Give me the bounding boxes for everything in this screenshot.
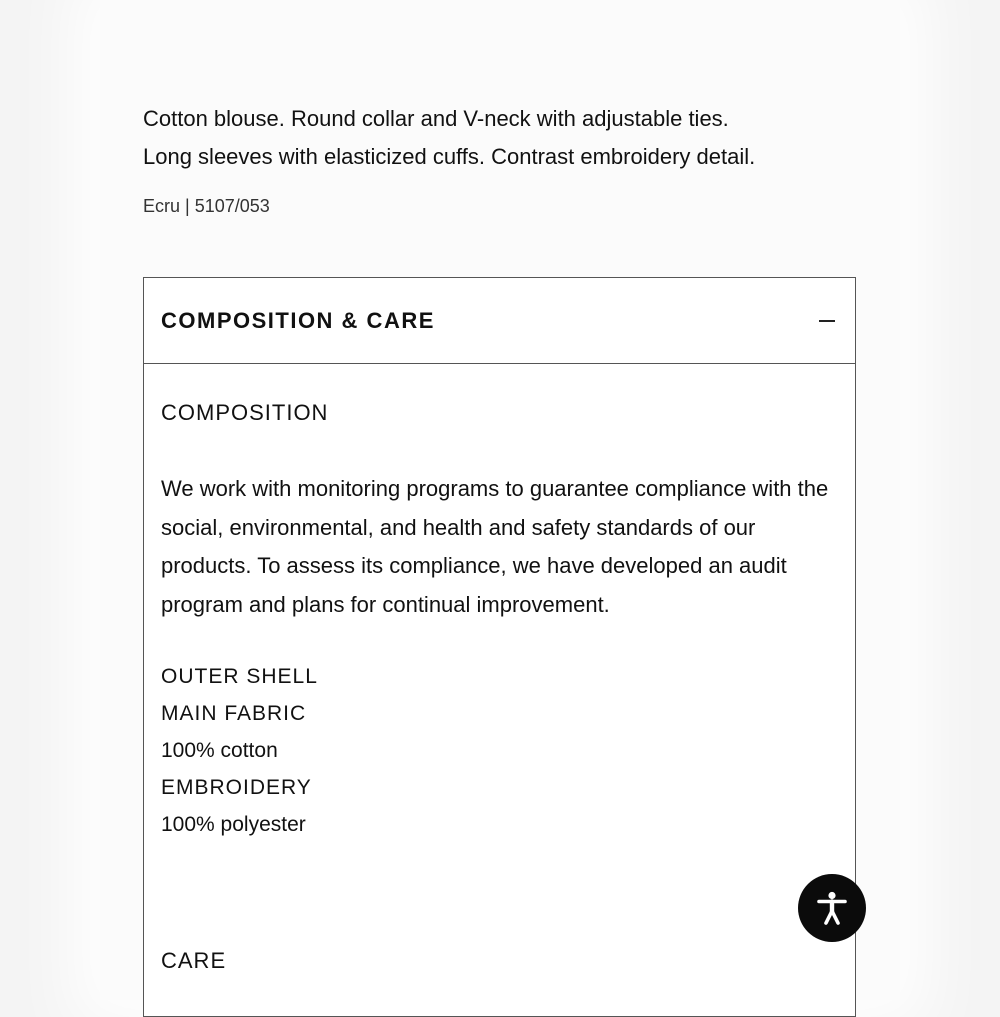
description-line-1: Cotton blouse. Round collar and V-neck with adjustable ties. (143, 106, 729, 131)
minus-icon[interactable] (819, 320, 835, 322)
composition-list (161, 658, 838, 843)
composition-text: We work with monitoring programs to guarantee compliance with the social, environmental, and health and safety standards of our products. To assess its compliance, we have developed an audit program and plans for continual improvement. (161, 476, 829, 617)
care-heading: CARE (161, 948, 227, 973)
composition-care-accordion (143, 277, 856, 1017)
composition-item: MAIN FABRIC (161, 702, 307, 725)
accordion-title: COMPOSITION & CARE (161, 307, 435, 333)
composition-item: 100% cotton (161, 739, 278, 762)
accordion-header[interactable] (144, 278, 855, 364)
composition-heading: COMPOSITION (161, 400, 329, 425)
description-line-2: Long sleeves with elasticized cuffs. Contrast embroidery detail. (143, 144, 756, 169)
product-reference: Ecru | 5107/053 (143, 196, 270, 216)
accessibility-icon (812, 888, 852, 928)
composition-item: 100% polyester (161, 813, 306, 836)
composition-item: EMBROIDERY (161, 776, 312, 799)
accordion-body (144, 364, 855, 843)
accessibility-button[interactable] (798, 874, 866, 942)
composition-item: OUTER SHELL (161, 665, 318, 688)
product-description (143, 100, 863, 176)
